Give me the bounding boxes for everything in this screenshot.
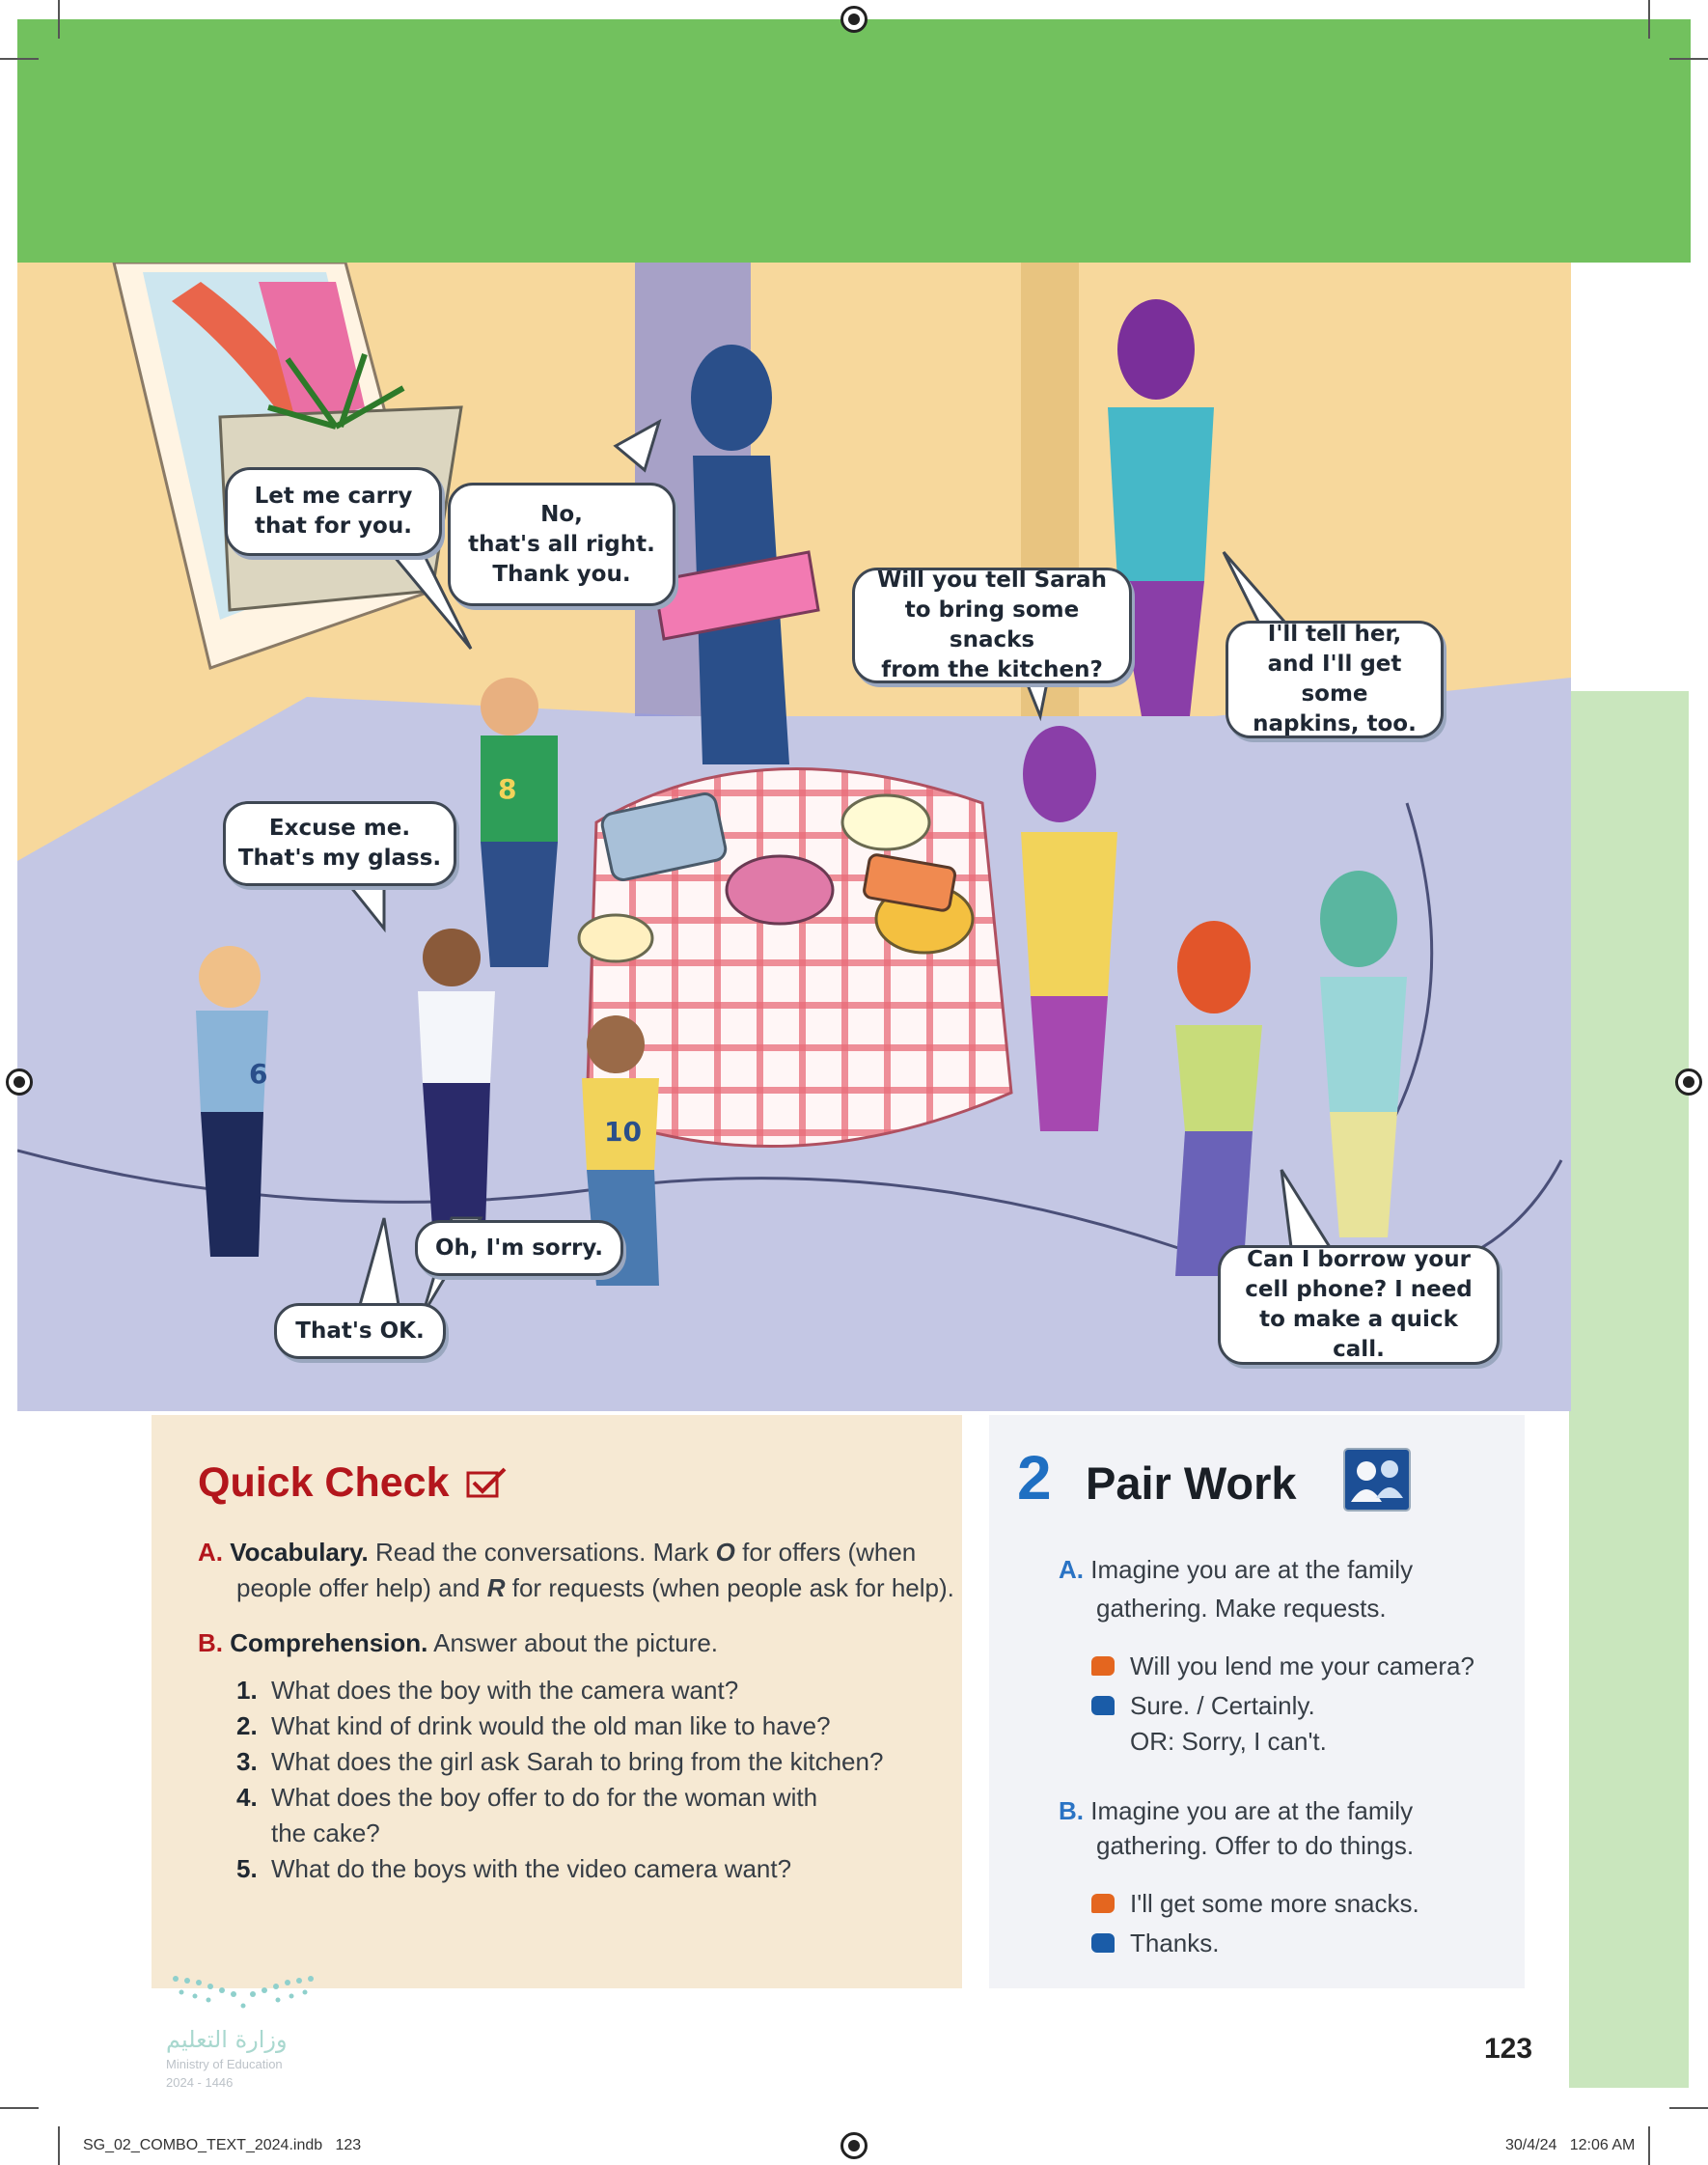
jersey-number: 8 — [498, 773, 517, 805]
question-number: 3. — [236, 1747, 258, 1776]
crop-mark — [1648, 0, 1650, 39]
quick-check-a-line1 — [198, 1535, 970, 1570]
bubble-thats-ok: That's OK. — [274, 1303, 446, 1359]
question-number: 2. — [236, 1711, 258, 1740]
pair-work-b-text-1: Imagine you are at the family — [1090, 1796, 1414, 1825]
crop-mark — [58, 0, 60, 39]
registration-mark-icon — [840, 2132, 868, 2159]
pair-work-a-text-1: Imagine you are at the family — [1090, 1555, 1414, 1584]
bubble-let-me-carry: Let me carry that for you. — [225, 467, 442, 556]
ministry-logo — [166, 1969, 320, 2090]
bubble-tell-sarah: Will you tell Sarah to bring some snacks from the kitchen? — [852, 568, 1132, 683]
ministry-english-name: Ministry of Education — [166, 2057, 283, 2071]
side-green-band — [1569, 691, 1689, 2088]
speaker-b-icon — [1091, 1933, 1115, 1953]
jersey-number: 10 — [604, 1116, 642, 1148]
item-letter-a: A. — [198, 1538, 223, 1567]
bubble-oh-sorry: Oh, I'm sorry. — [415, 1220, 623, 1276]
ministry-dots-icon — [166, 1969, 320, 2017]
request-mark: R — [486, 1573, 506, 1602]
item-letter-b: B. — [1059, 1796, 1084, 1825]
print-timestamp: 30/4/24 12:06 AM — [1505, 2137, 1636, 2153]
bubble-no-thanks: No, that's all right. Thank you. — [448, 483, 675, 606]
question-text: What do the boys with the video camera want? — [271, 1854, 792, 1883]
pair-work-b-line2: gathering. Offer to do things. — [1096, 1831, 1415, 1860]
bubble-excuse-me: Excuse me. That's my glass. — [223, 801, 456, 886]
speaker-a-icon — [1091, 1894, 1115, 1913]
question-number: 4. — [236, 1783, 258, 1812]
ministry-arabic-name: وزارة التعليم — [166, 2026, 288, 2053]
quick-check-title-text: Quick Check — [198, 1459, 450, 1506]
pair-work-title: Pair Work — [1086, 1457, 1297, 1509]
item-letter-a: A. — [1059, 1555, 1084, 1584]
question-text: What does the girl ask Sarah to bring from the kitchen? — [271, 1747, 884, 1776]
pair-work-a-line2: gathering. Make requests. — [1096, 1594, 1387, 1623]
registration-mark-icon — [6, 1069, 33, 1096]
registration-mark-icon — [1675, 1069, 1702, 1096]
question-text-continued: the cake? — [271, 1818, 380, 1847]
quick-check-b-line — [198, 1625, 970, 1661]
example-reply-alt: OR: Sorry, I can't. — [1130, 1727, 1327, 1756]
question-text: What does the boy offer to do for the woman with — [271, 1783, 818, 1812]
party-illustration — [17, 263, 1571, 1411]
crop-mark — [1669, 2107, 1708, 2109]
file-slug: SG_02_COMBO_TEXT_2024.indb 123 — [83, 2137, 362, 2153]
checkbox-check-icon — [466, 1465, 509, 1500]
pair-work-number: 2 — [1017, 1443, 1052, 1513]
example-request: Will you lend me your camera? — [1130, 1652, 1474, 1680]
crop-mark — [0, 2107, 39, 2109]
header-green-band — [17, 19, 1691, 263]
example-thanks: Thanks. — [1130, 1929, 1220, 1957]
vocabulary-text-3: people offer help) and — [236, 1573, 481, 1602]
crop-mark — [0, 58, 39, 60]
comprehension-text: Answer about the picture. — [433, 1628, 719, 1657]
vocabulary-text-4: for requests (when people ask for help). — [511, 1573, 954, 1602]
question-number: 5. — [236, 1854, 258, 1883]
question-text: What does the boy with the camera want? — [271, 1676, 739, 1705]
item-letter-b: B. — [198, 1628, 223, 1657]
quick-check-a-line2 — [236, 1570, 1008, 1606]
crop-mark — [1648, 2126, 1650, 2165]
question-number: 1. — [236, 1676, 258, 1705]
vocabulary-text-1: Read the conversations. Mark — [375, 1538, 709, 1567]
example-offer: I'll get some more snacks. — [1130, 1889, 1419, 1918]
crop-mark — [58, 2126, 60, 2165]
comprehension-label: Comprehension. — [230, 1628, 428, 1657]
jersey-number: 6 — [249, 1058, 268, 1090]
bubble-borrow-phone: Can I borrow your cell phone? I need to make a quick call. — [1218, 1245, 1500, 1365]
offer-mark: O — [715, 1538, 735, 1567]
speaker-b-icon — [1091, 1696, 1115, 1715]
vocabulary-label: Vocabulary. — [230, 1538, 369, 1567]
pair-people-icon — [1343, 1448, 1411, 1512]
example-reply: Sure. / Certainly. — [1130, 1691, 1315, 1720]
ministry-year: 2024 - 1446 — [166, 2075, 234, 2090]
speaker-a-icon — [1091, 1656, 1115, 1676]
pair-work-b-line1 — [1059, 1793, 1413, 1829]
bubble-tell-her: I'll tell her, and I'll get some napkins, too. — [1226, 621, 1444, 738]
crop-mark — [1669, 58, 1708, 60]
pair-work-a-line1 — [1059, 1552, 1413, 1588]
quick-check-title — [198, 1459, 509, 1507]
page-number: 123 — [1484, 2033, 1533, 2065]
registration-mark-icon — [840, 6, 868, 33]
vocabulary-text-2: for offers (when — [742, 1538, 917, 1567]
question-text: What kind of drink would the old man like to have? — [271, 1711, 831, 1740]
